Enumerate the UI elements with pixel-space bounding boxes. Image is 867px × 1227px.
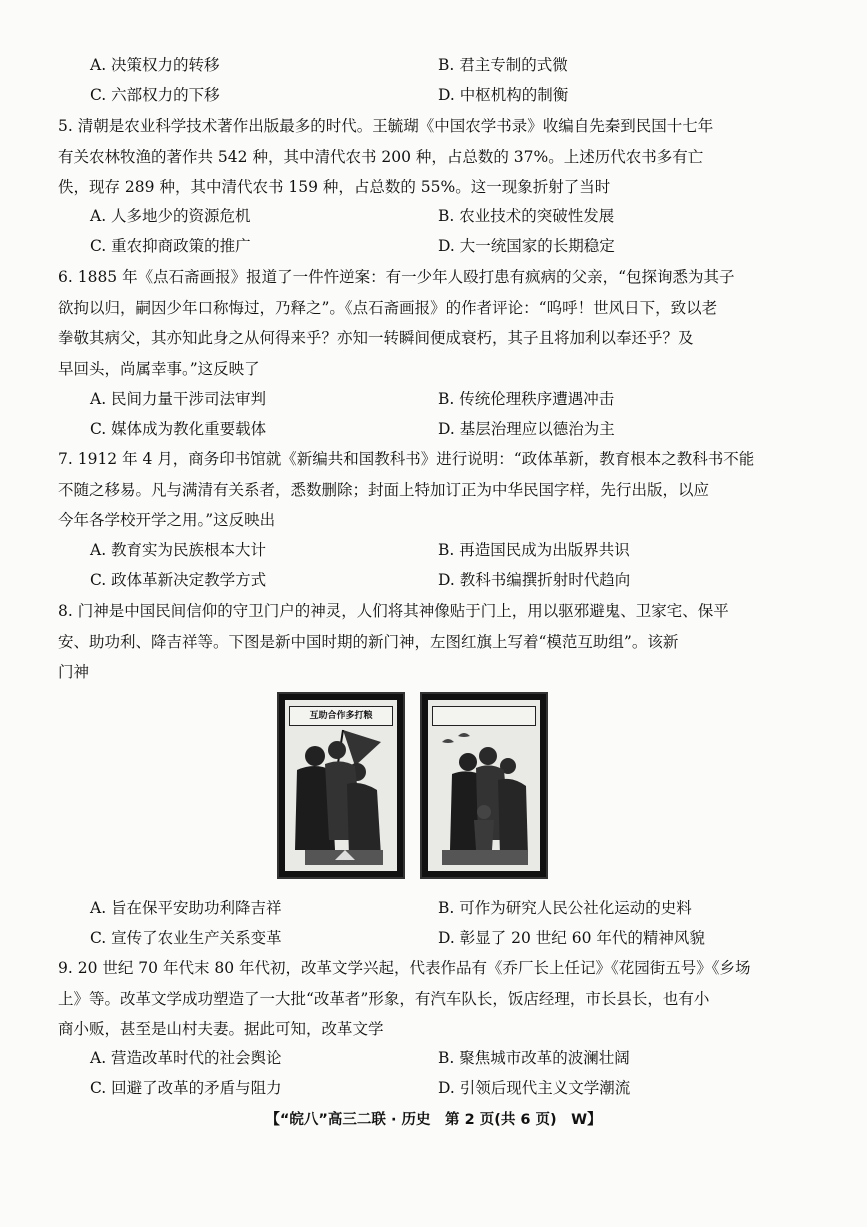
q8-line-1: 8. 门神是中国民间信仰的守卫门户的神灵，人们将其神像贴于门上，用以驱邪避鬼、卫家宅、保平 [58,602,729,620]
door-god-right-panel [428,700,540,871]
q6-option-c: C. 媒体成为教化重要载体 [90,420,267,438]
q9-line-1: 9. 20 世纪 70 年代末 80 年代初，改革文学兴起，代表作品有《乔厂长上任记》《花园街五号》《乡场 [58,959,751,977]
q5-option-d: D. 大一统国家的长期稳定 [438,237,615,255]
q5-option-a: A. 人多地少的资源危机 [90,207,251,225]
q6-line-3: 拳敬其病父，其亦知此身之从何得来乎？亦知一转瞬间便成衰朽，其子且将加利以奉还乎？及 [58,329,694,347]
q9-option-b: B. 聚焦城市改革的波澜壮阔 [438,1049,630,1067]
q4-option-a: A. 决策权力的转移 [90,56,220,74]
q7-option-b: B. 再造国民成为出版界共识 [438,541,630,559]
q5-stem [58,111,778,203]
q6-option-d: D. 基层治理应以德治为主 [438,420,615,438]
q6-line-1: 6. 1885 年《点石斋画报》报道了一件忤逆案：有一少年人殴打患有疯病的父亲，“包探询悉为其子 [58,268,735,286]
q5-line-1: 5. 清朝是农业科学技术著作出版最多的时代。王毓瑚《中国农学书录》收编自先秦到民国十七年 [58,117,714,135]
q7-line-3: 今年各学校开学之用。”这反映出 [58,511,276,529]
door-god-image-right [420,692,548,879]
q7-stem [58,444,778,536]
q6-line-2: 欲拘以归，嗣因少年口称悔过，乃释之”。《点石斋画报》的作者评论：“呜呼！世风日下，致以老 [58,298,718,317]
q7-option-c: C. 政体革新决定教学方式 [90,571,267,589]
q7-line-1: 7. 1912 年 4 月，商务印书馆就《新编共和国教科书》进行说明：“政体革新，教育根本之教科书不能 [58,450,755,468]
door-god-left-banner: 互助合作多打粮 [289,706,393,726]
q4-option-c: C. 六部权力的下移 [90,86,220,104]
q9-option-c: C. 回避了改革的矛盾与阻力 [90,1079,282,1097]
q8-option-b: B. 可作为研究人民公社化运动的史料 [438,899,692,917]
q4-option-b: B. 君主专制的式微 [438,56,568,74]
q9-line-2: 上》等。改革文学成功塑造了一大批“改革者”形象，有汽车队长，饭店经理，市长县长，也有小 [58,989,710,1008]
q8-option-a: A. 旨在保平安助功利降吉祥 [90,899,282,917]
door-god-image-left [277,692,405,879]
door-god-right-illustration [428,700,540,871]
q6-line-4: 早回头，尚属幸事。”这反映了 [58,359,260,378]
q8-line-3: 门神 [58,663,90,681]
q6-option-b: B. 传统伦理秩序遭遇冲击 [438,390,615,408]
q5-line-3: 佚，现存 289 种，其中清代农书 159 种，占总数的 55%。这一现象折射了当时 [58,178,611,196]
q4-option-d: D. 中枢机构的制衡 [438,86,569,104]
q5-option-b: B. 农业技术的突破性发展 [438,207,615,225]
q5-option-c: C. 重农抑商政策的推广 [90,237,251,255]
q5-line-2: 有关农林牧渔的著作共 542 种，其中清代农书 200 种，占总数的 37%。上述历代农书多有亡 [58,147,704,166]
q8-option-d: D. 彰显了 20 世纪 60 年代的精神风貌 [438,929,705,947]
q7-option-d: D. 教科书编撰折射时代趋向 [438,571,631,589]
q9-stem [58,953,778,1045]
q9-option-a: A. 营造改革时代的社会舆论 [90,1049,282,1067]
q9-option-d: D. 引领后现代主义文学潮流 [438,1079,631,1097]
q8-stem [58,596,778,688]
q7-option-a: A. 教育实为民族根本大计 [90,541,267,559]
q9-line-3: 商小贩，甚至是山村夫妻。据此可知，改革文学 [58,1020,384,1038]
q8-option-c: C. 宣传了农业生产关系变革 [90,929,282,947]
door-god-left-illustration [285,700,397,871]
door-god-left-panel [285,700,397,871]
q7-line-2: 不随之移易。凡与满清有关系者，悉数删除；封面上特加订正为中华民国字样，先行出版，以应 [58,480,710,499]
q6-stem [58,262,778,384]
q8-line-2: 安、助功利、降吉祥等。下图是新中国时期的新门神，左图红旗上写着“模范互助组”。该新 [58,632,679,651]
page-footer: 【“皖八”高三二联 · 历史 第 2 页(共 6 页) W】 [265,1112,602,1128]
q6-option-a: A. 民间力量干涉司法审判 [90,390,267,408]
